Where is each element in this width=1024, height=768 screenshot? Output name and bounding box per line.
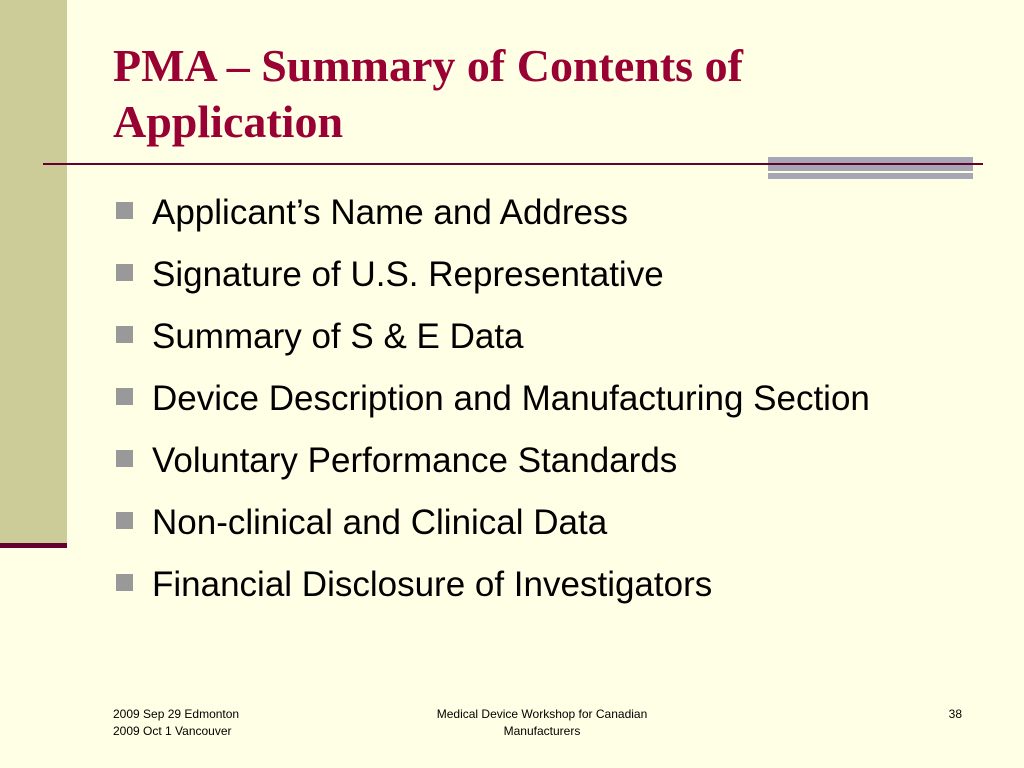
bullet-item — [116, 438, 916, 484]
square-bullet-icon — [116, 326, 133, 343]
bullet-text: Voluntary Performance Standards — [152, 441, 678, 480]
square-bullet-icon — [116, 512, 133, 529]
square-bullet-icon — [116, 264, 133, 281]
title-accent-stripes — [768, 157, 973, 179]
slide-title: PMA – Summary of Contents of Application — [113, 40, 743, 147]
footer-title — [392, 706, 692, 740]
bullet-item — [116, 252, 916, 298]
bullet-text: Summary of S & E Data — [152, 317, 524, 356]
left-bar-base-line — [0, 543, 67, 548]
bullet-item — [116, 190, 916, 236]
bullet-item — [116, 314, 916, 360]
accent-stripe — [768, 157, 973, 163]
bullet-text: Non-clinical and Clinical Data — [152, 503, 608, 542]
accent-stripe — [768, 173, 973, 179]
bullet-item — [116, 376, 916, 422]
accent-stripe — [768, 165, 973, 171]
square-bullet-icon — [116, 202, 133, 219]
bullet-text: Applicant’s Name and Address — [152, 193, 629, 232]
footer-date — [113, 706, 239, 740]
bullet-item — [116, 562, 916, 608]
footer-date-line: 2009 Sep 29 Edmonton — [113, 707, 240, 721]
bullet-text: Device Description and Manufacturing Section — [152, 379, 870, 418]
bullet-list — [116, 190, 916, 624]
left-decorative-bar — [0, 0, 67, 545]
bullet-item — [116, 500, 916, 546]
bullet-text: Financial Disclosure of Investigators — [152, 565, 713, 604]
square-bullet-icon — [116, 388, 133, 405]
slide-number: 38 — [948, 707, 962, 721]
footer-title-line: Manufacturers — [503, 724, 581, 738]
footer-date-line: 2009 Oct 1 Vancouver — [113, 724, 232, 738]
bullet-text: Signature of U.S. Representative — [152, 255, 664, 294]
square-bullet-icon — [116, 574, 133, 591]
square-bullet-icon — [116, 450, 133, 467]
footer-title-line: Medical Device Workshop for Canadian — [436, 707, 648, 721]
